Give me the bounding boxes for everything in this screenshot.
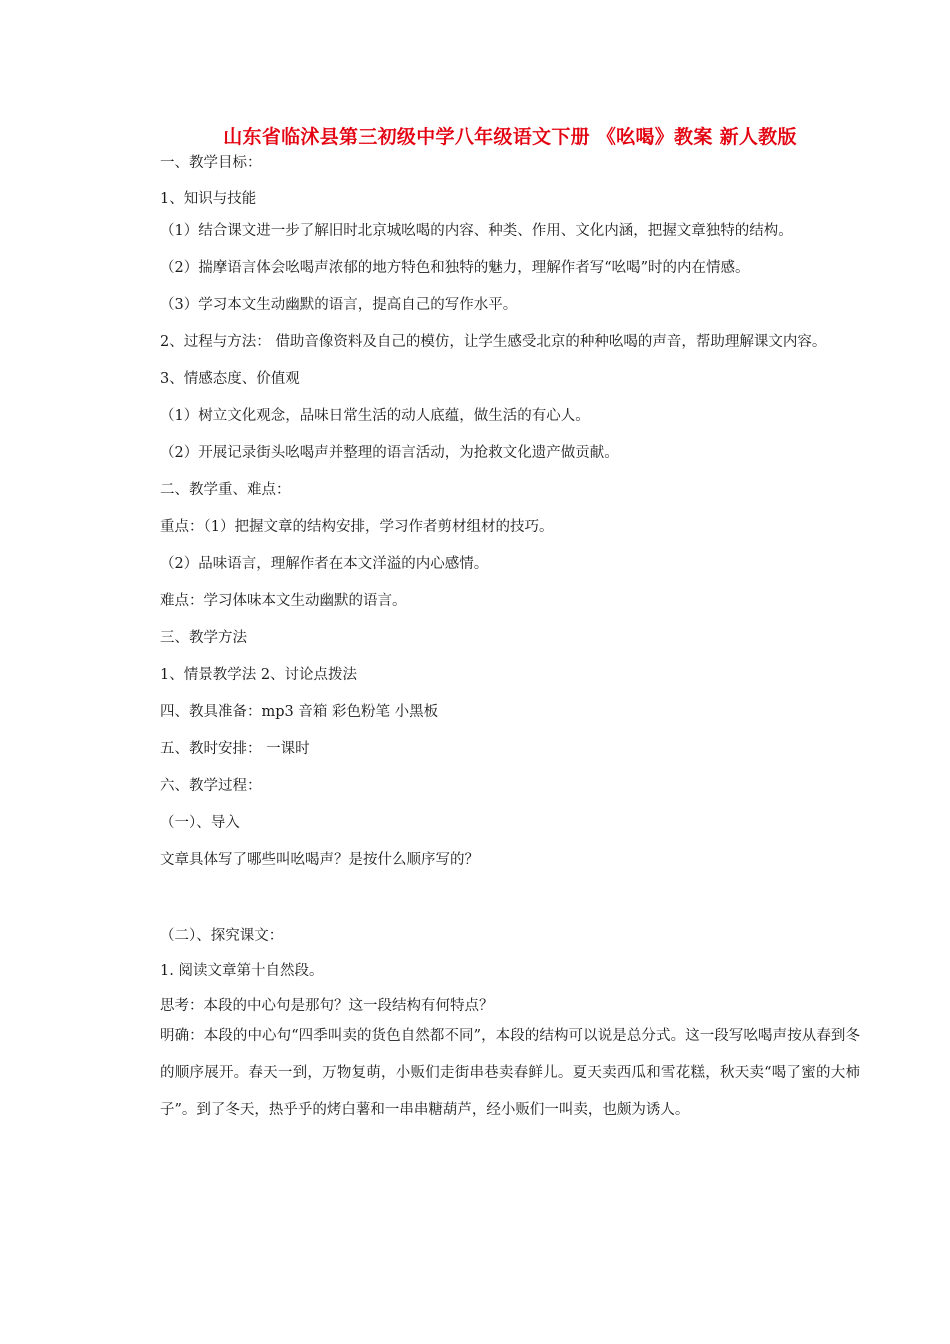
class-hours: 五、教时安排： 一课时 <box>160 741 310 757</box>
difficulty: 难点：学习体味本文生动幽默的语言。 <box>160 593 407 609</box>
goal-item-2: （2）揣摩语言体会吆喝声浓郁的地方特色和独特的魅力，理解作者写“吆喝”时的内在情感。 <box>160 260 750 276</box>
section-heading-goals: 一、教学目标： <box>160 155 262 171</box>
goal-item-3: （3）学习本文生动幽默的语言，提高自己的写作水平。 <box>160 297 518 313</box>
intro-question: 文章具体写了哪些叫吆喝声？是按什么顺序写的？ <box>160 852 479 868</box>
methods-list: 1、情景教学法 2、讨论点拨法 <box>160 667 358 683</box>
explore-item-1: 1. 阅读文章第十自然段。 <box>160 963 324 979</box>
keypoint-2: （2）品味语言，理解作者在本文洋溢的内心感情。 <box>160 556 489 572</box>
keypoint-1: 重点：（1）把握文章的结构安排，学习作者剪材组材的技巧。 <box>160 519 554 535</box>
answer-paragraph: 明确：本段的中心句“四季叫卖的货色自然都不同”，本段的结构可以说是总分式。这一段写吆喝声按从春到冬的顺序展开。春天一到，万物复萌，小贩们走街串巷卖春鲜儿。夏天卖西瓜和雪花糕，秋天卖“喝了蜜的大柿子”。到了冬天，热乎乎的烤白薯和一串串糖葫芦，经小贩们一叫卖，也颇为诱人。 <box>160 1028 860 1118</box>
step-explore: （二）、探究课文： <box>160 928 284 944</box>
attitude-item-1: （1）树立文化观念，品味日常生活的动人底蕴，做生活的有心人。 <box>160 408 590 424</box>
section-heading-methods: 三、教学方法 <box>160 630 247 646</box>
goal-item-1: （1）结合课文进一步了解旧时北京城吆喝的内容、种类、作用、文化内涵，把握文章独特的结构。 <box>160 223 793 239</box>
think-question: 思考：本段的中心句是那句？这一段结构有何特点？ <box>160 998 494 1014</box>
process-method: 2、过程与方法： 借助音像资料及自己的模仿，让学生感受北京的种种吆喝的声音，帮助理解课文内容。 <box>160 334 827 350</box>
section-heading-process: 六、教学过程： <box>160 778 262 794</box>
subheading-knowledge: 1、知识与技能 <box>160 191 257 207</box>
attitude-item-2: （2）开展记录街头吆喝声并整理的语言活动，为抢救文化遗产做贡献。 <box>160 445 619 461</box>
section-heading-keypoints: 二、教学重、难点： <box>160 482 291 498</box>
document-page <box>160 124 860 1129</box>
document-title: 山东省临沭县第三初级中学八年级语文下册 《吆喝》教案 新人教版 <box>223 126 797 148</box>
subheading-attitude: 3、情感态度、价值观 <box>160 371 300 387</box>
step-intro: （一）、导入 <box>160 815 240 831</box>
teaching-tools: 四、教具准备：mp3 音箱 彩色粉笔 小黑板 <box>160 704 439 720</box>
